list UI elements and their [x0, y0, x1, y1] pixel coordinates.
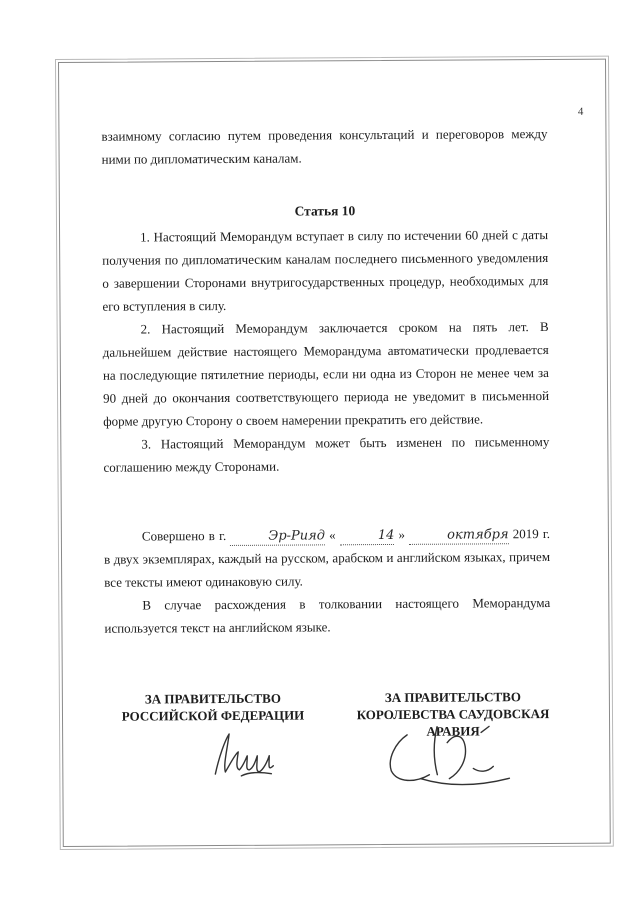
handwritten-signature-saudi-arabia	[377, 712, 527, 793]
article-heading: Статья 10	[294, 203, 356, 219]
signature-title-line: ЗА ПРАВИТЕЛЬСТВО	[144, 690, 281, 707]
page-number: 4	[577, 105, 584, 118]
document-page	[58, 59, 611, 847]
document-body	[101, 122, 550, 640]
handwritten-month: октября	[409, 527, 508, 545]
signature-title-line: ЗА ПРАВИТЕЛЬСТВО	[384, 689, 521, 706]
handwritten-signature-russia	[211, 726, 281, 784]
signature-block-russia	[103, 689, 323, 724]
done-prefix: Совершено в г.	[141, 527, 227, 544]
done-at-paragraph	[104, 522, 550, 594]
quote-close: »	[398, 526, 406, 542]
quote-open: «	[329, 527, 336, 543]
done-suffix: 2019 г. в двух экземплярах, каждый на русском, арабском и английском языках, причем все тексты имеют одинаковую силу.	[103, 526, 551, 590]
handwritten-day: 14	[340, 528, 395, 545]
article-paragraph-3: 3. Настоящий Меморандум может быть изменен по письменному соглашению между Сторонами.	[103, 434, 550, 475]
article-paragraph-1: 1. Настоящий Меморандум вступает в силу по истечении 60 дней с даты получения по дипломатическим каналам последнего письменного уведомления о завершении Сторонами внутригосударственных процедур, необходимых для его вступления в силу.	[102, 227, 549, 314]
signature-title-line: АРАВИЯ	[426, 723, 480, 739]
signature-title-line: КОРОЛЕВСТВА САУДОВСКАЯ	[356, 706, 550, 723]
continuation-paragraph: взаимному согласию путем проведения консультаций и переговоров между ними по дипломатическим каналам.	[101, 126, 548, 167]
handwritten-city: Эр-Рияд	[230, 528, 325, 546]
signature-title-line: РОССИЙСКОЙ ФЕДЕРАЦИИ	[121, 707, 305, 724]
discrepancy-paragraph: В случае расхождения в толковании настоящего Меморандума используется текст на английском языке.	[104, 595, 551, 636]
article-paragraph-2: 2. Настоящий Меморандум заключается сроком на пять лет. В дальнейшем действие настоящего Меморандума автоматически продлевается на последующие пятилетние периоды, если ни одна из Сторон не менее чем за 90 дней до окончания соответствующего периода не уведомит в письменной форме другую Сторону о своем намерении прекратить его действие.	[102, 319, 550, 429]
